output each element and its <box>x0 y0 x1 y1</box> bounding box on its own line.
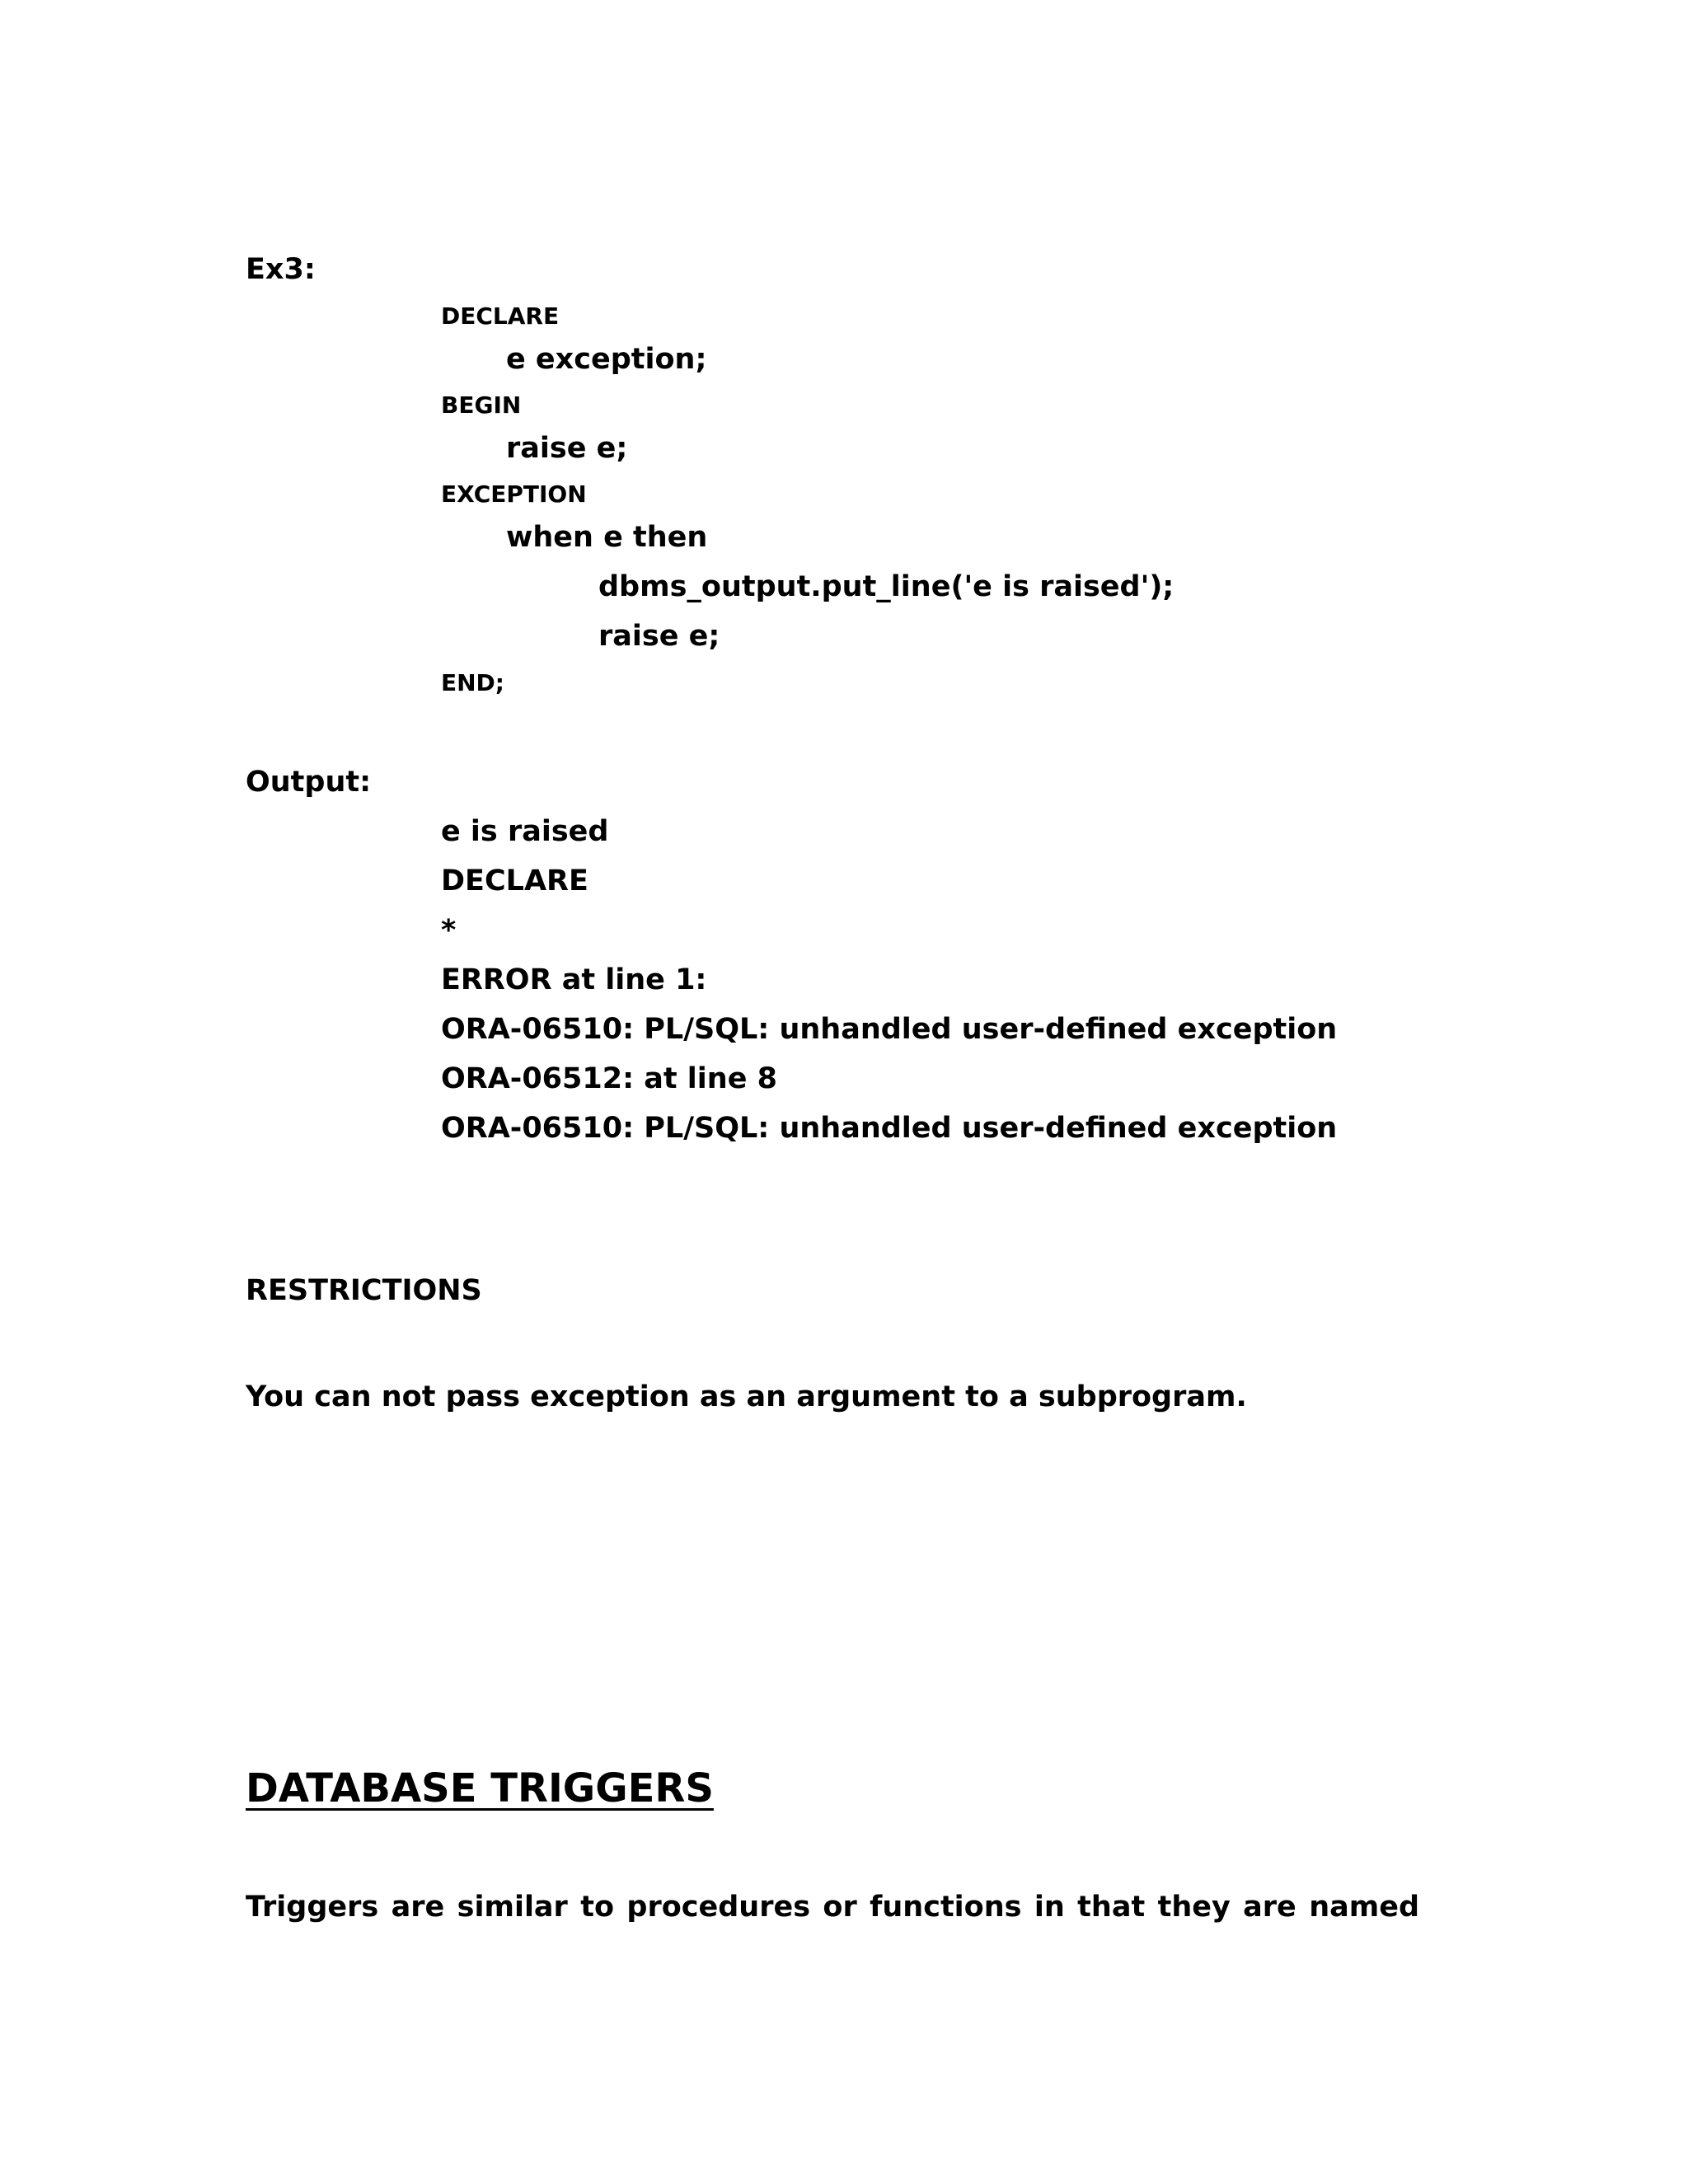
output-label: Output: <box>246 766 372 799</box>
code-raise-line: raise e; <box>506 432 628 465</box>
code-when-line: when e then <box>506 521 708 554</box>
output-line: e is raised <box>441 815 609 848</box>
code-exception-keyword: EXCEPTION <box>441 480 587 508</box>
output-line: * <box>441 914 457 947</box>
triggers-intro-paragraph: Triggers are similar to procedures or functions in that they are named <box>246 1891 1419 1924</box>
output-line: DECLARE <box>441 865 588 898</box>
output-line: ORA-06510: PL/SQL: unhandled user-defined exception <box>441 1112 1338 1145</box>
restrictions-heading: RESTRICTIONS <box>246 1274 482 1307</box>
code-declare-keyword: DECLARE <box>441 302 560 330</box>
example-label: Ex3: <box>246 253 316 286</box>
code-declaration-line: e exception; <box>506 343 707 376</box>
output-line: ORA-06512: at line 8 <box>441 1062 777 1095</box>
code-put-line: dbms_output.put_line('e is raised'); <box>598 570 1175 603</box>
code-end-keyword: END; <box>441 669 504 696</box>
code-begin-keyword: BEGIN <box>441 391 522 419</box>
output-line: ORA-06510: PL/SQL: unhandled user-defined exception <box>441 1013 1338 1046</box>
code-reraise-line: raise e; <box>598 620 720 653</box>
section-heading-database-triggers: DATABASE TRIGGERS <box>246 1765 714 1811</box>
restrictions-text: You can not pass exception as an argument to a subprogram. <box>246 1380 1247 1413</box>
output-line: ERROR at line 1: <box>441 963 707 996</box>
